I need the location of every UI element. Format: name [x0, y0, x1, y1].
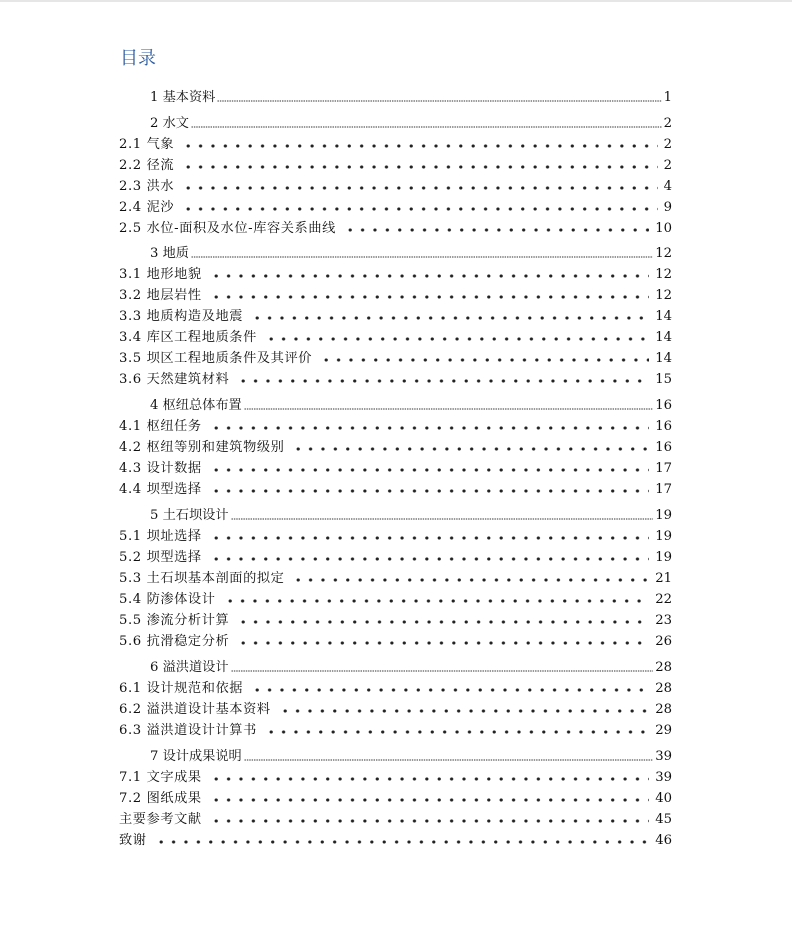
toc-entry-page: 12 — [655, 288, 672, 303]
toc-leader — [320, 357, 649, 363]
toc-entry-title: 7 设计成果说明 — [150, 749, 242, 764]
toc-leader — [210, 818, 649, 824]
toc-entry[interactable] — [119, 832, 672, 850]
toc-entry-page: 16 — [655, 398, 672, 413]
toc-entry[interactable] — [119, 115, 672, 133]
toc-leader — [191, 125, 662, 129]
toc-leader — [237, 640, 649, 646]
toc-entry-title: 2.2 径流 — [119, 158, 175, 173]
toc-entry-page: 2 — [663, 158, 672, 173]
toc-entry-page: 45 — [655, 812, 672, 827]
toc-leader — [265, 336, 649, 342]
toc-leader — [210, 488, 650, 494]
toc-entry-title: 4.4 坝型选择 — [119, 482, 202, 497]
toc-entry-page: 15 — [655, 372, 672, 387]
toc-entry-page: 39 — [655, 749, 672, 764]
toc-entry[interactable] — [119, 397, 672, 415]
toc-entry[interactable] — [119, 371, 672, 389]
toc-entry-page: 2 — [663, 116, 672, 131]
toc-leader — [182, 164, 657, 170]
toc-entry-title: 2.4 泥沙 — [119, 200, 175, 215]
toc-leader — [210, 294, 650, 300]
toc-entry-page: 23 — [655, 613, 672, 628]
toc-entry-title: 5.4 防渗体设计 — [119, 592, 216, 607]
toc-entry[interactable] — [119, 790, 672, 808]
toc-entry[interactable] — [119, 439, 672, 457]
toc-entry[interactable] — [119, 220, 672, 238]
toc-entry[interactable] — [119, 549, 672, 567]
toc-entry-title: 4 枢纽总体布置 — [150, 398, 242, 413]
toc-entry-title: 主要参考文献 — [119, 812, 202, 827]
toc-entry-title: 致谢 — [119, 833, 147, 848]
toc-leader — [237, 619, 649, 625]
toc-entry-page: 19 — [655, 508, 672, 523]
toc-entry-page: 1 — [663, 90, 672, 105]
toc-entry-title: 3.6 天然建筑材料 — [119, 372, 230, 387]
toc-entry-title: 4.2 枢纽等别和建筑物级别 — [119, 440, 285, 455]
toc-entry-page: 17 — [655, 461, 672, 476]
toc-leader — [292, 577, 649, 583]
toc-entry[interactable] — [119, 329, 672, 347]
toc-entry-title: 4.1 枢纽任务 — [119, 419, 202, 434]
toc-leader — [210, 425, 650, 431]
toc-leader — [210, 467, 650, 473]
toc-entry-page: 40 — [655, 791, 672, 806]
toc-entry-title: 3.1 地形地貌 — [119, 267, 202, 282]
toc-entry[interactable] — [119, 199, 672, 217]
toc-entry-page: 28 — [655, 660, 672, 675]
toc-entry-page: 12 — [655, 246, 672, 261]
toc-entry-page: 10 — [655, 221, 672, 236]
toc-entry[interactable] — [119, 136, 672, 154]
toc-entry-title: 7.2 图纸成果 — [119, 791, 202, 806]
toc-entry[interactable] — [119, 245, 672, 263]
toc-entry-title: 1 基本资料 — [150, 90, 216, 105]
toc-entry-page: 29 — [655, 723, 672, 738]
toc-entry-title: 5.6 抗滑稳定分析 — [119, 634, 230, 649]
toc-leader — [237, 378, 649, 384]
toc-entry-page: 26 — [655, 634, 672, 649]
toc-title: 目录 — [120, 48, 156, 69]
toc-entry-title: 2.1 气象 — [119, 137, 175, 152]
toc-leader — [210, 776, 650, 782]
toc-entry-page: 28 — [655, 702, 672, 717]
toc-leader — [210, 535, 650, 541]
toc-entry-page: 16 — [655, 419, 672, 434]
toc-entry-page: 9 — [663, 200, 672, 215]
toc-entry-title: 5.3 土石坝基本剖面的拟定 — [119, 571, 285, 586]
toc-entry[interactable] — [119, 591, 672, 609]
toc-entry-page: 12 — [655, 267, 672, 282]
toc-entry-page: 17 — [655, 482, 672, 497]
toc-leader — [244, 758, 654, 762]
toc-entry-page: 4 — [663, 179, 672, 194]
toc-entry-page: 14 — [655, 309, 672, 324]
toc-entry-page: 22 — [655, 592, 672, 607]
toc-entry-title: 7.1 文字成果 — [119, 770, 202, 785]
toc-entry-title: 2.5 水位-面积及水位-库容关系曲线 — [119, 221, 336, 236]
toc-leader — [210, 556, 650, 562]
toc-leader — [210, 797, 650, 803]
toc-entry-page: 21 — [655, 571, 672, 586]
toc-leader — [155, 839, 650, 845]
toc-entry-title: 6 溢洪道设计 — [150, 660, 229, 675]
toc-entry[interactable] — [119, 350, 672, 368]
toc-entry-title: 5.1 坝址选择 — [119, 529, 202, 544]
toc-entry[interactable] — [119, 769, 672, 787]
toc-entry[interactable] — [119, 811, 672, 829]
toc-entry-page: 19 — [655, 550, 672, 565]
toc-entry-title: 5.2 坝型选择 — [119, 550, 202, 565]
toc-leader — [182, 185, 657, 191]
toc-entry-title: 3 地质 — [150, 246, 189, 261]
toc-entry[interactable] — [119, 570, 672, 588]
toc-leader — [231, 669, 654, 673]
toc-entry[interactable] — [119, 659, 672, 677]
toc-entry[interactable] — [119, 418, 672, 436]
toc-leader — [182, 206, 657, 212]
toc-entry[interactable] — [119, 612, 672, 630]
toc-entry-title: 3.5 坝区工程地质条件及其评价 — [119, 351, 313, 366]
toc-entry-title: 4.3 设计数据 — [119, 461, 202, 476]
toc-entry-title: 2 水文 — [150, 116, 189, 131]
toc-entry[interactable] — [119, 157, 672, 175]
toc-leader — [279, 708, 650, 714]
toc-entry-title: 6.2 溢洪道设计基本资料 — [119, 702, 271, 717]
toc-leader — [265, 729, 649, 735]
toc-entry-title: 2.3 洪水 — [119, 179, 175, 194]
toc-leader — [182, 143, 657, 149]
toc-entry-title: 6.1 设计规范和依据 — [119, 681, 244, 696]
toc-entry[interactable] — [119, 308, 672, 326]
toc-entry-page: 39 — [655, 770, 672, 785]
toc-entry-page: 46 — [655, 833, 672, 848]
toc-leader — [251, 315, 649, 321]
toc-entry-page: 16 — [655, 440, 672, 455]
toc-entry[interactable] — [119, 748, 672, 766]
toc-leader — [251, 687, 649, 693]
toc-entry[interactable] — [119, 701, 672, 719]
toc-entry-page: 14 — [655, 330, 672, 345]
toc-leader — [344, 227, 649, 233]
toc-entry[interactable] — [119, 266, 672, 284]
toc-leader — [244, 407, 654, 411]
toc-leader — [224, 598, 650, 604]
toc-entry[interactable] — [119, 481, 672, 499]
toc-entry[interactable] — [119, 680, 672, 698]
toc-entry-title: 3.3 地质构造及地震 — [119, 309, 244, 324]
toc-entry-title: 5.5 渗流分析计算 — [119, 613, 230, 628]
toc-entry-page: 19 — [655, 529, 672, 544]
toc-entry-page: 28 — [655, 681, 672, 696]
toc-entry[interactable] — [119, 89, 672, 107]
toc-leader — [210, 273, 650, 279]
toc-entry-title: 3.2 地层岩性 — [119, 288, 202, 303]
toc-entry-page: 14 — [655, 351, 672, 366]
toc-entry-title: 3.4 库区工程地质条件 — [119, 330, 257, 345]
toc-entry[interactable] — [119, 507, 672, 525]
toc-entry[interactable] — [119, 460, 672, 478]
toc-entry-page: 2 — [663, 137, 672, 152]
toc-entry[interactable] — [119, 178, 672, 196]
toc-entry-title: 5 土石坝设计 — [150, 508, 229, 523]
toc-leader — [231, 517, 654, 521]
toc-leader — [292, 446, 649, 452]
toc-entry[interactable] — [119, 722, 672, 740]
toc-leader — [191, 255, 653, 259]
toc-entry[interactable] — [119, 633, 672, 651]
toc-entry[interactable] — [119, 287, 672, 305]
toc-entry[interactable] — [119, 528, 672, 546]
toc-leader — [217, 99, 661, 103]
toc-entry-title: 6.3 溢洪道设计计算书 — [119, 723, 257, 738]
